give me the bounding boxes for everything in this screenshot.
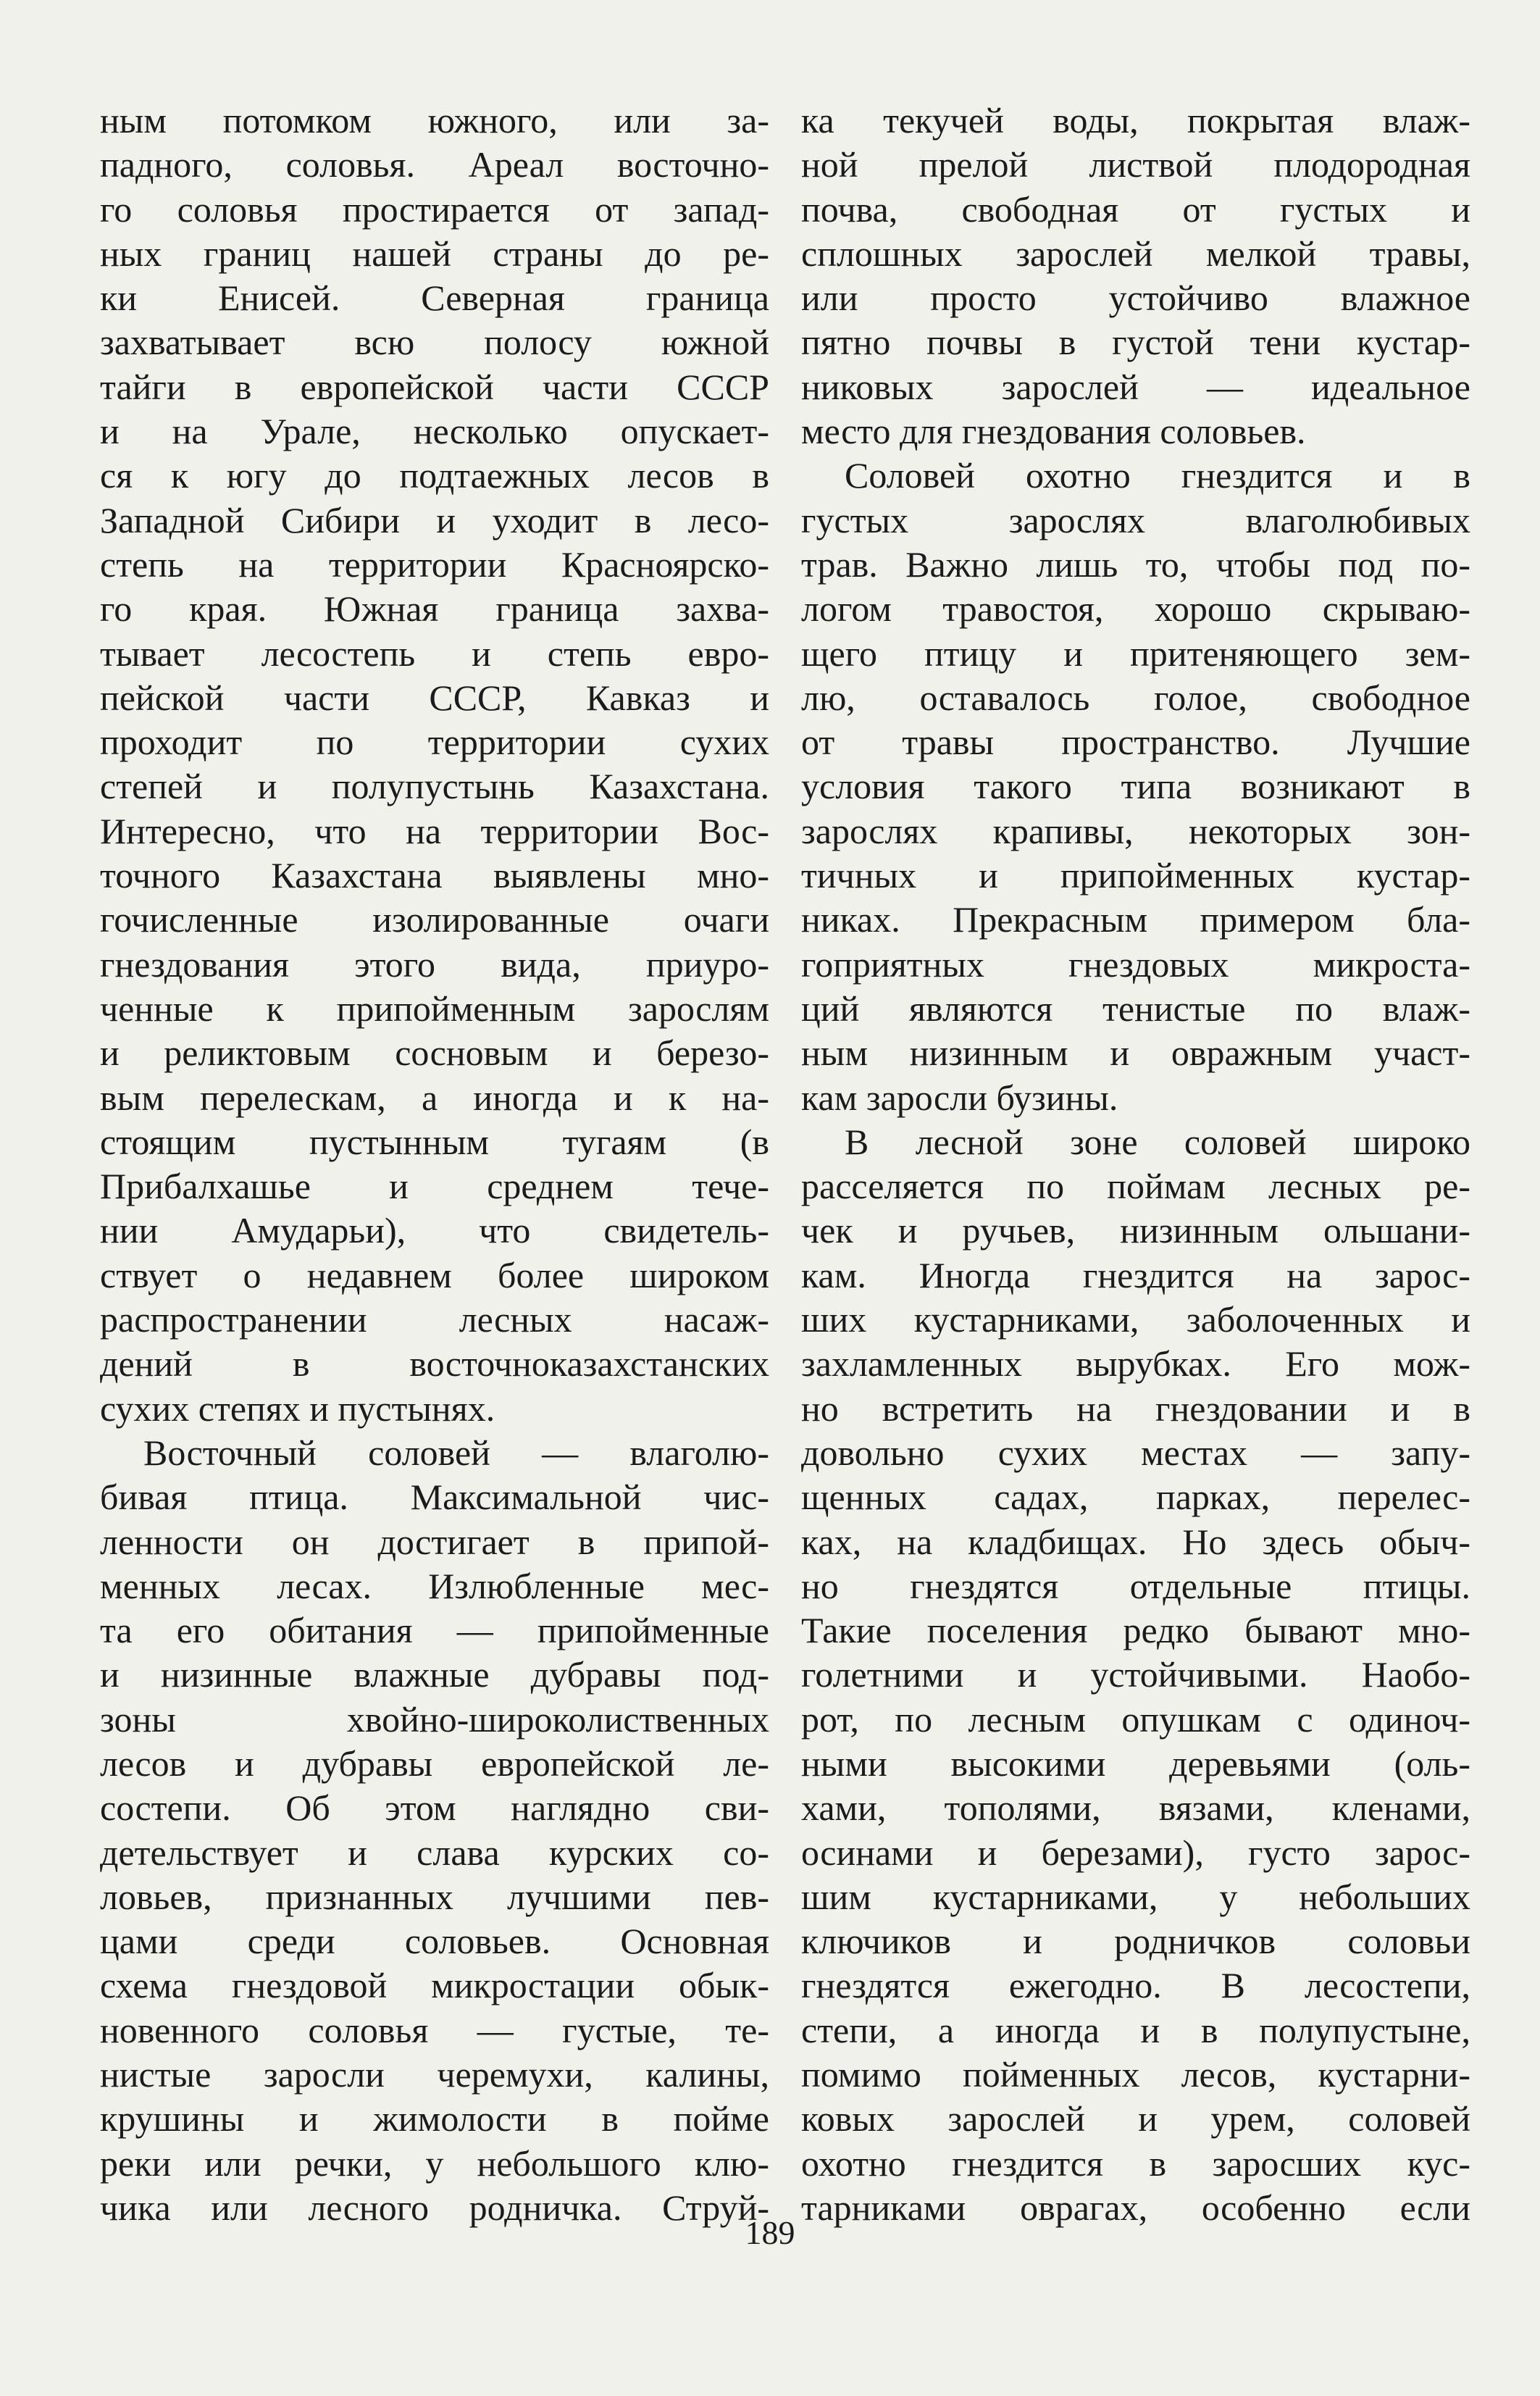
text-line: зарослях крапивы, некоторых зон- bbox=[801, 810, 1470, 851]
text-line: осинами и березами), густо зарос- bbox=[801, 1832, 1470, 1873]
text-line: ным потомком южного, или за- bbox=[100, 100, 769, 141]
text-line: зоны хвойно-широколиственных bbox=[100, 1698, 769, 1740]
text-line: хами, тополями, вязами, кленами, bbox=[801, 1787, 1470, 1829]
text-line: лесов и дубравы европейской ле- bbox=[100, 1742, 769, 1784]
text-line: степей и полупустынь Казахстана. bbox=[100, 766, 769, 807]
text-line: кам заросли бузины. bbox=[801, 1077, 1118, 1118]
text-line: и реликтовым сосновым и березо- bbox=[100, 1032, 769, 1074]
text-line: тарниками оврагах, особенно если bbox=[801, 2187, 1470, 2228]
text-line: чек и ручьев, низинным ольшани- bbox=[801, 1210, 1470, 1251]
text-line: Прибалхашье и среднем тече- bbox=[100, 1166, 769, 1207]
text-line: ций являются тенистые по влаж- bbox=[801, 988, 1470, 1029]
text-line: густых зарослях влаголюбивых bbox=[801, 499, 1470, 540]
text-line: дений в восточноказахстанских bbox=[100, 1343, 769, 1385]
text-line: но встретить на гнездовании и в bbox=[801, 1387, 1470, 1429]
text-line: Такие поселения редко бывают мно- bbox=[801, 1610, 1470, 1651]
text-line: шим кустарниками, у небольших bbox=[801, 1876, 1470, 1917]
text-line: лю, оставалось голое, свободное bbox=[801, 677, 1470, 718]
text-line: ленности он достигает в припой- bbox=[100, 1521, 769, 1562]
text-line: никах. Прекрасным примером бла- bbox=[801, 899, 1470, 940]
text-line: сухих степях и пустынях. bbox=[100, 1387, 495, 1429]
text-line: помимо пойменных лесов, кустарни- bbox=[801, 2054, 1470, 2095]
text-line: степь на территории Красноярско- bbox=[100, 543, 769, 585]
text-line: гочисленные изолированные очаги bbox=[100, 899, 769, 940]
text-line: та его обитания — припойменные bbox=[100, 1610, 769, 1651]
text-line: и низинные влажные дубравы под- bbox=[100, 1654, 769, 1695]
text-line: кам. Иногда гнездится на зарос- bbox=[801, 1254, 1470, 1295]
text-line: тайги в европейской части СССР bbox=[100, 366, 769, 407]
right-text-column bbox=[801, 99, 1470, 2230]
text-line: ствует о недавнем более широком bbox=[100, 1254, 769, 1295]
text-line: ченные к припойменным зарослям bbox=[100, 988, 769, 1029]
text-line: ловьев, признанных лучшими пев- bbox=[100, 1876, 769, 1917]
text-line: ными высокими деревьями (оль- bbox=[801, 1742, 1470, 1784]
text-line: го края. Южная граница захва- bbox=[100, 588, 769, 630]
text-line: гоприятных гнездовых микроста- bbox=[801, 943, 1470, 985]
text-line: гнездования этого вида, приуро- bbox=[100, 943, 769, 985]
text-line: Восточный соловей — влаголю- bbox=[143, 1432, 769, 1473]
text-line: гнездятся ежегодно. В лесостепи, bbox=[801, 1965, 1470, 2006]
text-line: В лесной зоне соловей широко bbox=[845, 1121, 1470, 1162]
text-line: нии Амударьи), что свидетель- bbox=[100, 1210, 769, 1251]
text-line: ковых зарослей и урем, соловей bbox=[801, 2098, 1470, 2140]
text-line: почва, свободная от густых и bbox=[801, 188, 1470, 230]
text-line: сплошных зарослей мелкой травы, bbox=[801, 233, 1470, 274]
text-line: щего птицу и притеняющего зем- bbox=[801, 633, 1470, 674]
text-line: схема гнездовой микростации обык- bbox=[100, 1965, 769, 2006]
text-line: расселяется по поймам лесных ре- bbox=[801, 1166, 1470, 1207]
text-line: чика или лесного родничка. Струй- bbox=[100, 2187, 769, 2228]
text-line: и на Урале, несколько опускает- bbox=[100, 411, 769, 452]
text-line: трав. Важно лишь то, чтобы под по- bbox=[801, 543, 1470, 585]
text-line: захватывает всю полосу южной bbox=[100, 322, 769, 363]
text-line: тичных и припойменных кустар- bbox=[801, 855, 1470, 896]
text-line: но гнездятся отдельные птицы. bbox=[801, 1565, 1470, 1606]
text-line: щенных садах, парках, перелес- bbox=[801, 1477, 1470, 1518]
text-line: Западной Сибири и уходит в лесо- bbox=[100, 499, 769, 540]
text-line: детельствует и слава курских со- bbox=[100, 1832, 769, 1873]
text-line: Интересно, что на территории Вос- bbox=[100, 810, 769, 851]
text-line: захламленных вырубках. Его мож- bbox=[801, 1343, 1470, 1385]
text-line: состепи. Об этом наглядно сви- bbox=[100, 1787, 769, 1829]
text-line: распространении лесных насаж- bbox=[100, 1299, 769, 1340]
text-line: ных границ нашей страны до ре- bbox=[100, 233, 769, 274]
text-line: крушины и жимолости в пойме bbox=[100, 2098, 769, 2140]
text-line: голетними и устойчивыми. Наобо- bbox=[801, 1654, 1470, 1695]
text-line: ключиков и родничков соловьи bbox=[801, 1921, 1470, 1962]
text-line: точного Казахстана выявлены мно- bbox=[100, 855, 769, 896]
text-line: проходит по территории сухих bbox=[100, 722, 769, 763]
text-line: бивая птица. Максимальной чис- bbox=[100, 1477, 769, 1518]
text-line: ки Енисей. Северная граница bbox=[100, 277, 769, 319]
text-line: стоящим пустынным тугаям (в bbox=[100, 1121, 769, 1162]
page-number: 189 bbox=[745, 2214, 795, 2251]
text-line: условия такого типа возникают в bbox=[801, 766, 1470, 807]
text-line: Соловей охотно гнездится и в bbox=[845, 455, 1470, 496]
text-line: степи, а иногда и в полупустыне, bbox=[801, 2009, 1470, 2050]
text-line: реки или речки, у небольшого клю- bbox=[100, 2142, 769, 2184]
text-line: логом травостоя, хорошо скрываю- bbox=[801, 588, 1470, 630]
left-text-column bbox=[100, 99, 769, 2230]
text-line: ся к югу до подтаежных лесов в bbox=[100, 455, 769, 496]
text-line: рот, по лесным опушкам с одиноч- bbox=[801, 1698, 1470, 1740]
text-line: от травы пространство. Лучшие bbox=[801, 722, 1470, 763]
text-line: нистые заросли черемухи, калины, bbox=[100, 2054, 769, 2095]
text-line: ших кустарниками, заболоченных и bbox=[801, 1299, 1470, 1340]
text-line: довольно сухих местах — запу- bbox=[801, 1432, 1470, 1473]
text-line: падного, соловья. Ареал восточно- bbox=[100, 144, 769, 185]
text-line: цами среди соловьев. Основная bbox=[100, 1921, 769, 1962]
text-line: пятно почвы в густой тени кустар- bbox=[801, 322, 1470, 363]
text-line: никовых зарослей — идеальное bbox=[801, 366, 1470, 407]
text-line: охотно гнездится в заросших кус- bbox=[801, 2142, 1470, 2184]
text-line: го соловья простирается от запад- bbox=[100, 188, 769, 230]
text-line: вым перелескам, а иногда и к на- bbox=[100, 1077, 769, 1118]
text-line: место для гнездования соловьев. bbox=[801, 411, 1306, 452]
text-line: менных лесах. Излюбленные мес- bbox=[100, 1565, 769, 1606]
text-line: новенного соловья — густые, те- bbox=[100, 2009, 769, 2050]
text-line: пейской части СССР, Кавказ и bbox=[100, 677, 769, 718]
text-line: ной прелой листвой плодородная bbox=[801, 144, 1470, 185]
text-line: ка текучей воды, покрытая влаж- bbox=[801, 100, 1470, 141]
text-line: тывает лесостепь и степь евро- bbox=[100, 633, 769, 674]
text-line: ках, на кладбищах. Но здесь обыч- bbox=[801, 1521, 1470, 1562]
text-line: ным низинным и овражным участ- bbox=[801, 1032, 1470, 1074]
text-line: или просто устойчиво влажное bbox=[801, 277, 1470, 319]
